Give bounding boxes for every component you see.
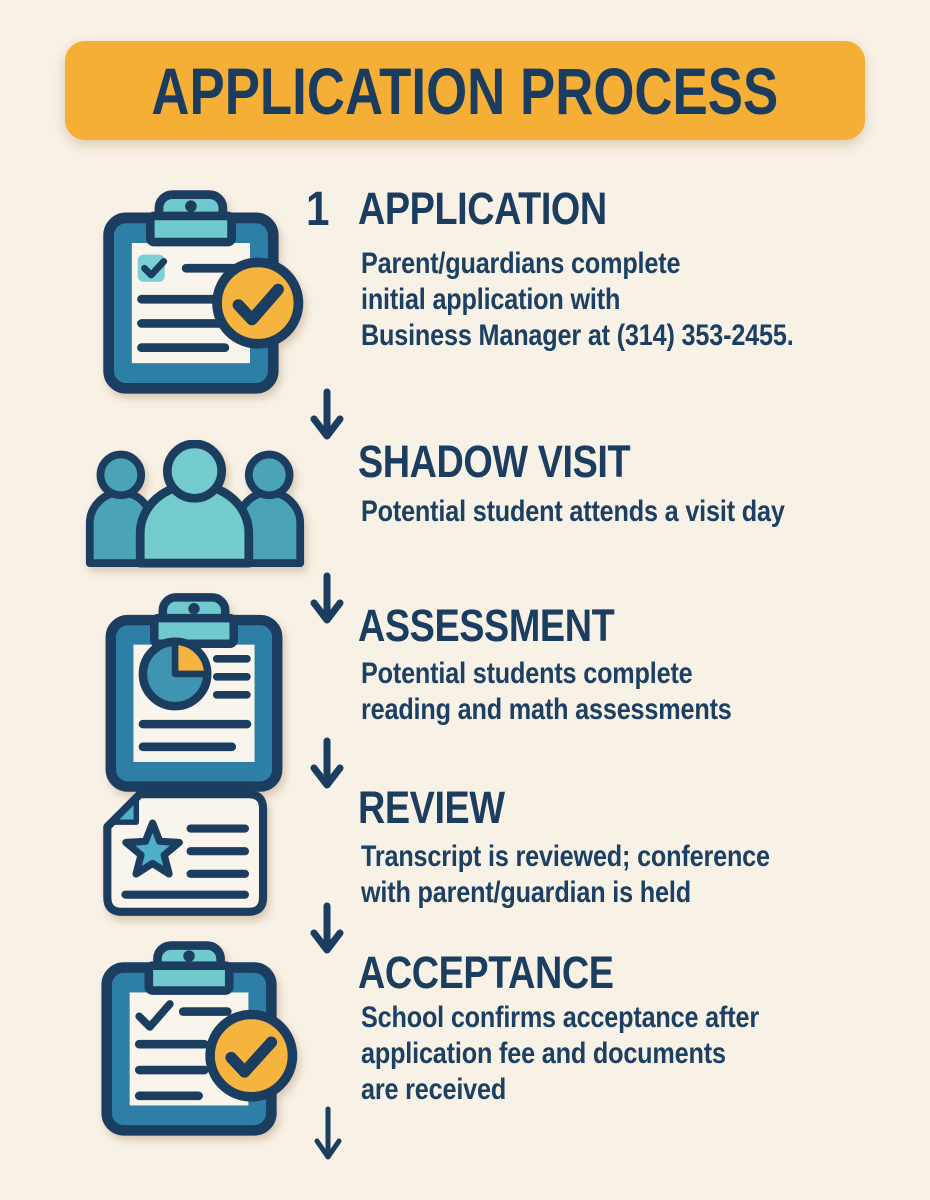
down-arrow-icon bbox=[311, 1106, 345, 1162]
step-body-shadow-visit bbox=[361, 494, 785, 530]
down-arrow-icon bbox=[308, 388, 346, 442]
step-number: 1 bbox=[306, 183, 330, 236]
step-body-assessment bbox=[361, 656, 732, 728]
step-heading-acceptance: ACCEPTANCE bbox=[358, 947, 614, 998]
body-line: application fee and documents bbox=[361, 1037, 726, 1070]
body-line: Business Manager at (314) 353-2455. bbox=[361, 319, 794, 352]
title-banner bbox=[65, 41, 865, 140]
step-heading-application: APPLICATION bbox=[358, 183, 607, 234]
step-heading-assessment: ASSESSMENT bbox=[358, 600, 615, 651]
body-line: with parent/guardian is held bbox=[361, 876, 691, 909]
step-body-review bbox=[361, 839, 770, 911]
body-line: Parent/guardians complete bbox=[361, 247, 681, 280]
body-line: Potential student attends a visit day bbox=[361, 495, 785, 528]
body-line: initial application with bbox=[361, 283, 621, 316]
step-body-acceptance bbox=[361, 1000, 759, 1108]
step-body-application bbox=[361, 246, 794, 354]
document-star-icon bbox=[96, 786, 278, 920]
people-group-icon bbox=[81, 440, 309, 568]
step-heading-shadow-visit: SHADOW VISIT bbox=[358, 436, 631, 487]
body-line: Transcript is reviewed; conference bbox=[361, 840, 770, 873]
clipboard-check-icon bbox=[95, 183, 313, 398]
clipboard-pie-chart-icon bbox=[98, 586, 290, 796]
down-arrow-icon bbox=[308, 737, 346, 791]
clipboard-approved-icon bbox=[93, 935, 309, 1138]
page-title: APPLICATION PROCESS bbox=[151, 53, 779, 128]
body-line: Potential students complete bbox=[361, 657, 693, 690]
down-arrow-icon bbox=[308, 572, 346, 626]
body-line: reading and math assessments bbox=[361, 693, 732, 726]
body-line: School confirms acceptance after bbox=[361, 1001, 759, 1034]
step-heading-review: REVIEW bbox=[358, 782, 505, 833]
down-arrow-icon bbox=[308, 902, 346, 956]
body-line: are received bbox=[361, 1073, 507, 1106]
